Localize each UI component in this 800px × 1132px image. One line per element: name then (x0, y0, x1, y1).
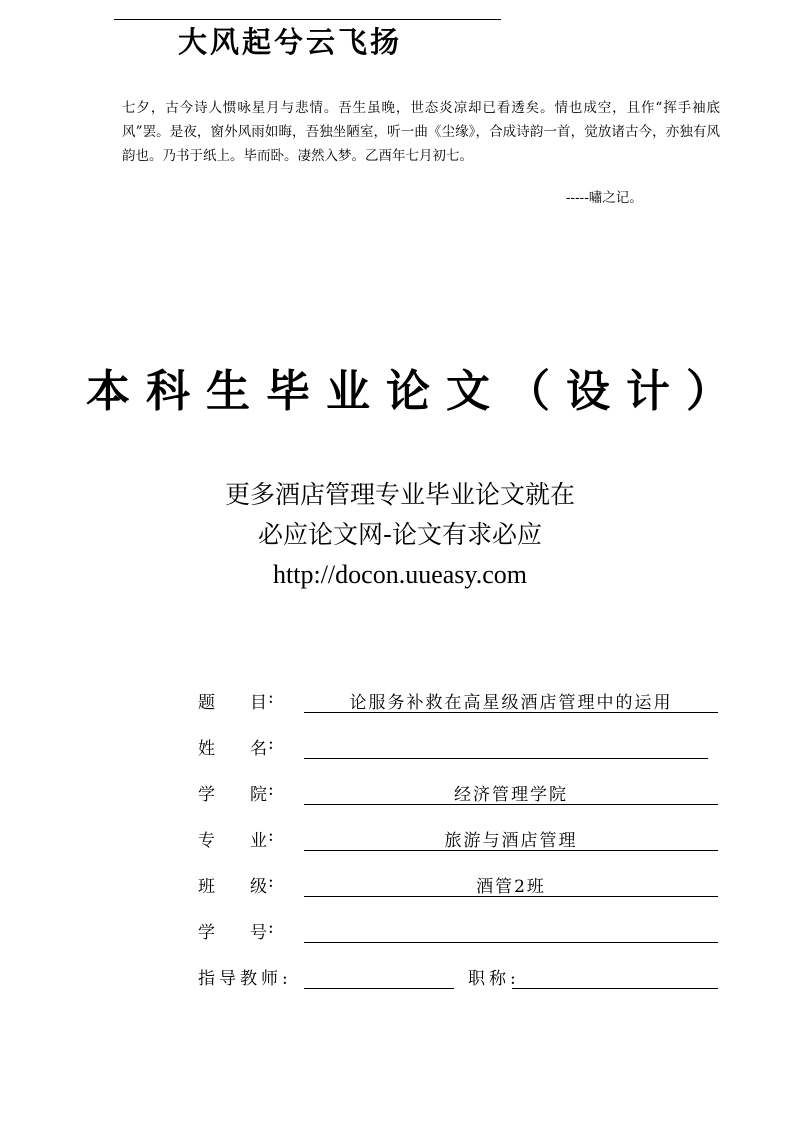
name-field[interactable] (304, 734, 708, 759)
colon: : (268, 688, 274, 708)
major-field[interactable]: 旅游与酒店管理 (304, 826, 718, 851)
label-char-2: 院 (250, 785, 267, 805)
info-row-name (198, 734, 718, 764)
label-char-1: 班 (198, 877, 215, 897)
info-row-student-id (198, 918, 718, 948)
page-title: 本科生毕业论文（设计） (86, 366, 746, 417)
ad-url-link[interactable]: http://docon.uueasy.com (273, 560, 527, 589)
colon: : (268, 734, 274, 754)
advisor-label: 指导教师: (198, 969, 292, 989)
ad-line-1: 更多酒店管理专业毕业论文就在 (224, 480, 575, 509)
advisor-field[interactable] (304, 964, 454, 989)
label-char-2: 业 (250, 831, 267, 851)
topic-field[interactable]: 论服务补救在高星级酒店管理中的运用 (304, 688, 718, 713)
colon: : (268, 826, 274, 846)
label-char-2: 名 (250, 739, 267, 759)
info-row-college (198, 780, 718, 810)
professional-title-field[interactable] (512, 964, 718, 989)
poem-paragraph: 七夕，古今诗人惯咏星月与悲情。吾生虽晚，世态炎凉却已看透矣。情也成空，且作“挥手袖底风”罢。是夜，窗外风雨如晦，吾独坐陋室，听一曲《尘缘》，合成诗韵一首，觉放诸古今，亦独有风韵也。乃书于纸上。毕而卧。凄然入梦。乙酉年七月初七。 (122, 100, 720, 164)
label-char-1: 学 (198, 785, 215, 805)
student-id-field[interactable] (304, 918, 718, 943)
label-char-2: 级 (250, 877, 267, 897)
label-char-1: 题 (198, 693, 215, 713)
info-row-class (198, 872, 718, 902)
label-char-2: 号 (250, 923, 267, 943)
colon: : (268, 872, 274, 892)
calligraphy-title: 大风起兮云飞扬 (178, 25, 403, 59)
college-field[interactable]: 经济管理学院 (304, 780, 718, 805)
colon: : (268, 780, 274, 800)
info-row-topic (198, 688, 718, 718)
info-row-advisor (198, 964, 718, 994)
label-char-2: 目 (250, 693, 267, 713)
label-char-1: 学 (198, 923, 215, 943)
label-char-1: 专 (198, 831, 215, 851)
poem-signature: -----嘯之记。 (566, 190, 643, 206)
ad-line-2: 必应论文网-论文有求必应 (257, 520, 543, 549)
colon: : (268, 918, 274, 938)
class-field[interactable]: 酒管2班 (304, 872, 718, 897)
info-row-major (198, 826, 718, 856)
title-label: 职称: (468, 969, 520, 989)
label-char-1: 姓 (198, 739, 215, 759)
